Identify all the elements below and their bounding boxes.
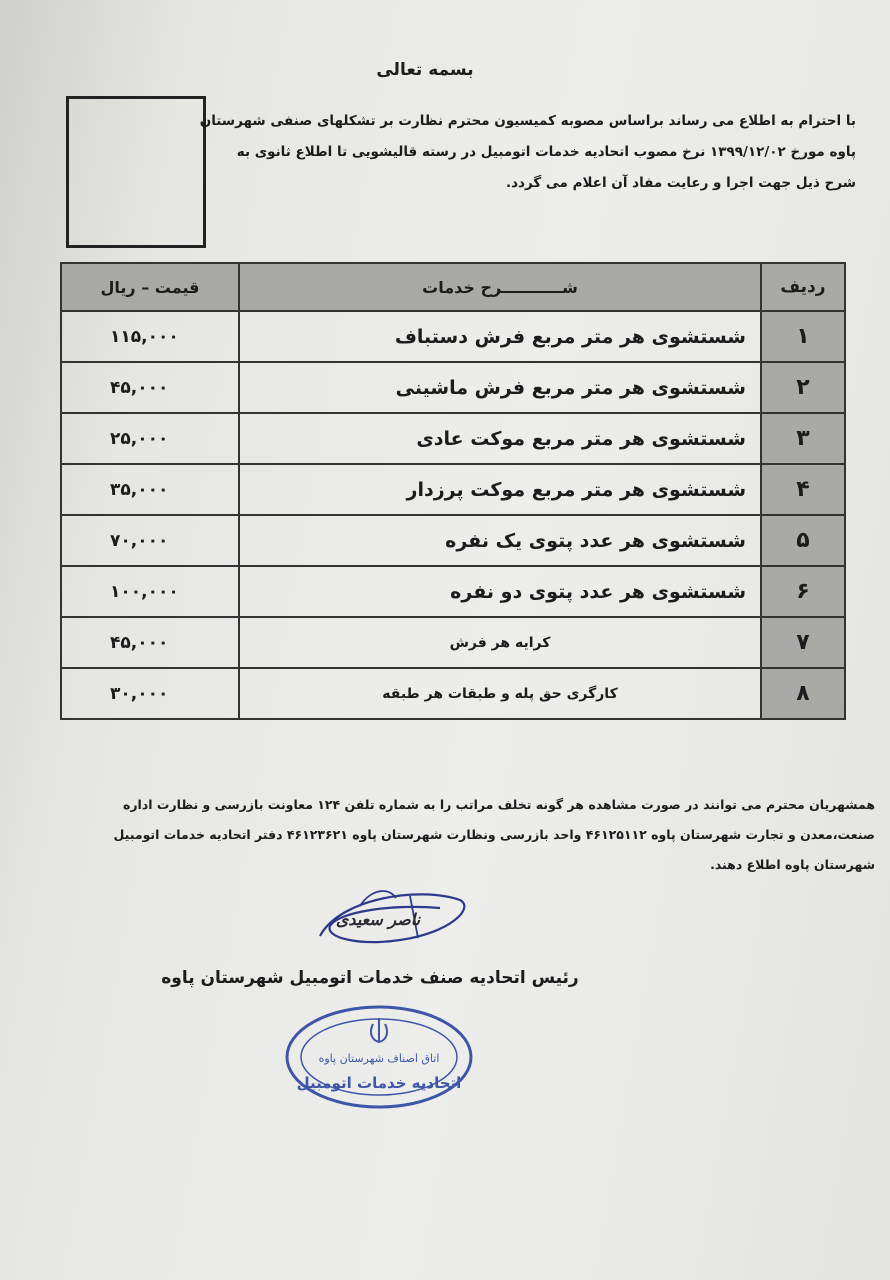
intro-paragraph	[199, 106, 856, 199]
row-number: ۸	[761, 668, 845, 719]
table-row	[61, 566, 845, 617]
header-price: قیمت – ریال	[61, 263, 239, 311]
row-description: شستشوی هر متر مربع فرش ماشینی	[239, 362, 761, 413]
header-description: شـــــــــــرح خدمات	[239, 263, 761, 311]
row-description: کرایه هر فرش	[239, 617, 761, 668]
notice-paragraph	[30, 790, 875, 880]
header-row-number: ردیف	[761, 263, 845, 311]
row-description: شستشوی هر متر مربع موکت پرزدار	[239, 464, 761, 515]
notice-line: شهرستان پاوه اطلاع دهند.	[710, 857, 875, 872]
table-row	[61, 311, 845, 362]
table-row	[61, 413, 845, 464]
row-price: ۷۰,۰۰۰	[61, 515, 239, 566]
row-number: ۵	[761, 515, 845, 566]
intro-line: شرح ذیل جهت اجرا و رعایت مفاد آن اعلام می گردد.	[505, 175, 856, 191]
row-price: ۴۵,۰۰۰	[61, 617, 239, 668]
intro-line: با احترام به اطلاع می رساند براساس مصوبه کمیسیون محترم نظارت بر تشکلهای صنفی شهرستان	[199, 113, 856, 129]
row-number: ۷	[761, 617, 845, 668]
emblem-icon	[371, 1018, 387, 1042]
row-price: ۱۰۰,۰۰۰	[61, 566, 239, 617]
stamp-text-top: اتاق اصناف شهرستان پاوه	[318, 1052, 440, 1065]
row-price: ۳۵,۰۰۰	[61, 464, 239, 515]
row-price: ۳۰,۰۰۰	[61, 668, 239, 719]
row-number: ۴	[761, 464, 845, 515]
row-description: کارگری حق پله و طبقات هر طبقه	[239, 668, 761, 719]
official-stamp-icon	[283, 1002, 475, 1112]
signer-name: ناصر سعیدی	[335, 910, 421, 929]
row-price: ۱۱۵,۰۰۰	[61, 311, 239, 362]
table-row	[61, 617, 845, 668]
photo-placeholder-box	[66, 96, 206, 248]
intro-line: پاوه مورخ ۱۳۹۹/۱۲/۰۲ نرخ مصوب اتحادیه خدمات اتومبیل در رسته قالیشویی تا اطلاع ثانوی به	[236, 144, 856, 160]
row-number: ۱	[761, 311, 845, 362]
row-price: ۴۵,۰۰۰	[61, 362, 239, 413]
row-description: شستشوی هر عدد پتوی دو نفره	[239, 566, 761, 617]
row-price: ۲۵,۰۰۰	[61, 413, 239, 464]
table-row	[61, 362, 845, 413]
table-row	[61, 464, 845, 515]
table-header-row	[61, 263, 845, 311]
document-heading: بسمه تعالی	[376, 60, 474, 80]
table-row	[61, 668, 845, 719]
table-row	[61, 515, 845, 566]
signer-title: رئیس اتحادیه صنف خدمات اتومبیل شهرستان پاوه	[161, 968, 579, 988]
row-description: شستشوی هر متر مربع موکت عادی	[239, 413, 761, 464]
row-number: ۳	[761, 413, 845, 464]
price-table	[60, 262, 846, 720]
notice-line: صنعت،معدن و تجارت شهرستان پاوه ۴۶۱۲۵۱۱۲ واحد بازرسی ونظارت شهرستان پاوه ۴۶۱۲۳۶۲۱ دفتر اتحادیه خدمات اتومبیل	[113, 827, 875, 842]
row-number: ۲	[761, 362, 845, 413]
row-number: ۶	[761, 566, 845, 617]
notice-line: همشهریان محترم می توانند در صورت مشاهده هر گونه تخلف مراتب را به شماره تلفن ۱۲۴ معاونت بازرسی و نظارت اداره	[122, 797, 875, 812]
stamp-text-bottom: اتحادیه خدمات اتومبیل	[296, 1074, 462, 1092]
row-description: شستشوی هر متر مربع فرش دستباف	[239, 311, 761, 362]
row-description: شستشوی هر عدد پتوی یک نفره	[239, 515, 761, 566]
